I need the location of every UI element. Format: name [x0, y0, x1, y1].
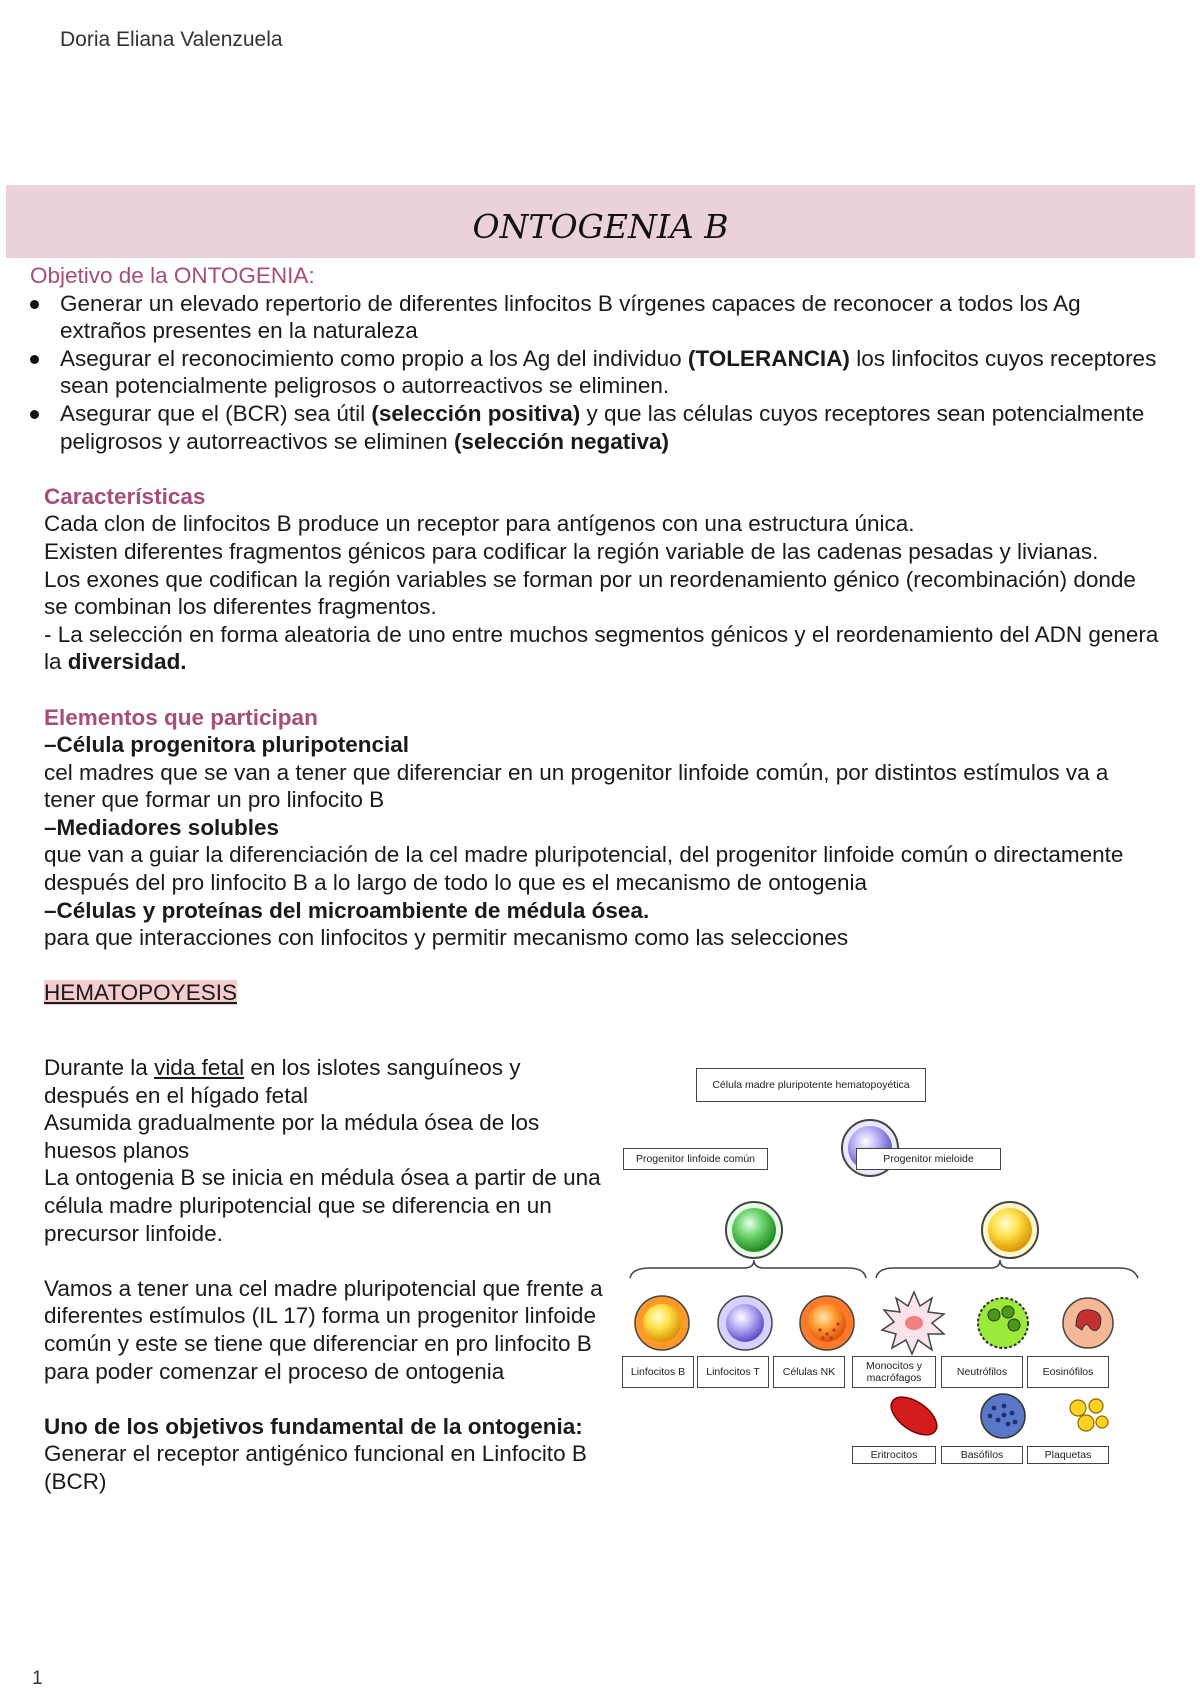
hematopoiesis-diagram — [620, 1068, 1150, 1468]
box-nk-cell: Células NK — [773, 1356, 845, 1388]
box-monocyte: Monocitos y macrófagos — [852, 1356, 936, 1388]
main-content — [30, 262, 1164, 1007]
platelet-cells — [1070, 1399, 1108, 1431]
paragraph: Los exones que codifican la región variables se forman por un reordenamiento génico (recombinación) donde se combinan los diferentes fragmentos. — [44, 566, 1136, 620]
box-stem-cell: Célula madre pluripotente hematopoyética — [696, 1068, 926, 1102]
lymphoid-brace — [630, 1260, 866, 1278]
box-t-cell: Linfocitos T — [697, 1356, 769, 1388]
title-band — [6, 185, 1195, 258]
paragraph: Asumida gradualmente por la médula ósea de los huesos planos — [44, 1110, 540, 1163]
box-eosinophil: Eosinófilos — [1027, 1356, 1109, 1388]
caracteristicas-heading: Características — [44, 483, 206, 509]
hematopoyesis-text — [44, 1054, 604, 1496]
paragraph: La ontogenia B se inicia en médula ósea a partir de una célula madre pluripotencial que se diferencia en un precursor linfoide. — [44, 1165, 601, 1246]
objetivo-fundamental: Uno de los objetivos fundamental de la ontogenia: — [44, 1413, 583, 1439]
paragraph: Existen diferentes fragmentos génicos para codificar la región variable de las cadenas pesadas y livianas. — [44, 538, 1099, 564]
myeloid-brace — [876, 1260, 1138, 1278]
list-item: Generar un elevado repertorio de diferentes linfocitos B vírgenes capaces de reconocer a todos los Ag extraños presentes en la naturaleza — [30, 290, 1164, 345]
box-basophil: Basófilos — [941, 1446, 1023, 1464]
elemento-title: –Célula progenitora pluripotencial — [44, 732, 410, 758]
paragraph: Generar el receptor antigénico funcional en Linfocito B (BCR) — [44, 1441, 587, 1494]
elemento-title: –Mediadores solubles — [44, 814, 280, 840]
box-lymphoid: Progenitor linfoide común — [623, 1148, 768, 1170]
paragraph: que van a guiar la diferenciación de la cel madre pluripotencial, del progenitor linfoide común o directamente después del pro linfocito B a lo largo de todo lo que es el mecanismo de ontogenia — [44, 842, 1124, 896]
objetivo-list — [30, 290, 1164, 456]
paragraph: Durante la vida fetal en los islotes sanguíneos y después en el hígado fetal — [44, 1055, 521, 1108]
list-item: Asegurar que el (BCR) sea útil (selección positiva) y que las células cuyos receptores sean potencialmente peligrosos y autorreactivos se eliminen (selección negativa) — [30, 400, 1164, 455]
box-b-cell: Linfocitos B — [622, 1356, 694, 1388]
paragraph: cel madres que se van a tener que diferenciar en un progenitor linfoide común, por distintos estímulos va a tener que formar un pro linfocito B — [44, 759, 1109, 813]
neutrophil-cell — [978, 1298, 1028, 1348]
erythrocyte-cell — [885, 1390, 944, 1443]
list-item: Asegurar el reconocimiento como propio a los Ag del individuo (TOLERANCIA) los linfocitos cuyos receptores sean potencialmente peligrosos o autorreactivos se eliminen. — [30, 345, 1164, 400]
diagram-graphics — [620, 1068, 1150, 1468]
paragraph: para que interacciones con linfocitos y permitir mecanismo como las selecciones — [44, 925, 849, 951]
box-neutrophil: Neutrófilos — [941, 1356, 1023, 1388]
box-erythrocyte: Eritrocitos — [852, 1446, 936, 1464]
box-platelet: Plaquetas — [1027, 1446, 1109, 1464]
page-number: 1 — [32, 1668, 43, 1689]
objetivo-heading: Objetivo de la ONTOGENIA: — [30, 263, 315, 288]
paragraph: Cada clon de linfocitos B produce un receptor para antígenos con una estructura única. — [44, 511, 915, 537]
paragraph: Vamos a tener una cel madre pluripotencial que frente a diferentes estímulos (IL 17) forma un progenitor linfoide común y este se tiene que diferenciar en pro linfocito B para poder comenzar el proceso de ontogenia — [44, 1275, 603, 1384]
box-myeloid: Progenitor mieloide — [856, 1148, 1001, 1170]
elemento-title: –Células y proteínas del microambiente de médula ósea. — [44, 897, 650, 923]
hematopoyesis-heading: HEMATOPOYESIS — [44, 980, 237, 1006]
author-name: Doria Eliana Valenzuela — [60, 28, 283, 51]
paragraph: - La selección en forma aleatoria de uno entre muchos segmentos génicos y el reordenamiento del ADN genera la diversidad. — [44, 621, 1159, 675]
page-title: ONTOGENIA B — [472, 207, 729, 246]
elementos-heading: Elementos que participan — [44, 704, 318, 730]
